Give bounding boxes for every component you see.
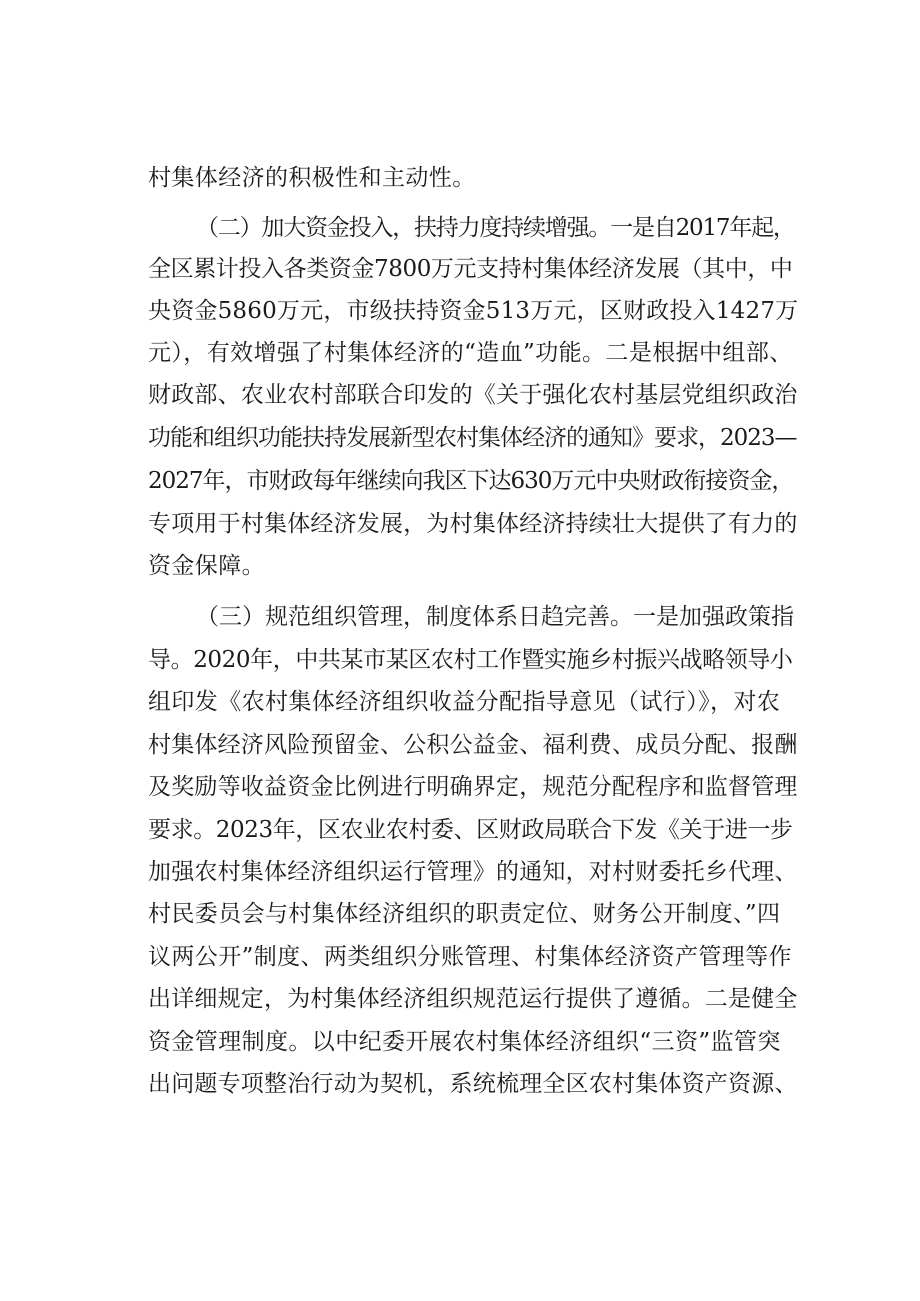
paragraph-2-heading-line: （二）加大资金投入，扶持力度持续增强。一是自2017年起， bbox=[196, 215, 795, 241]
text-line: 加强农村集体经济组织运行管理》的通知，对村财委托乡代理、 bbox=[148, 859, 798, 885]
text-line: 资金保障。 bbox=[148, 553, 265, 579]
text-line: 议两公开”制度、两类组织分账管理、村集体经济资产管理等作 bbox=[148, 944, 792, 970]
text-line: 财政部、农业农村部联合印发的《关于强化农村基层党组织政治 bbox=[148, 382, 798, 408]
text-line: 出详细规定，为村集体经济组织规范运行提供了遵循。二是健全 bbox=[148, 986, 798, 1012]
text-line: 2027年，市财政每年继续向我区下达630万元中央财政衔接资金， bbox=[148, 468, 794, 494]
text-line: 专项用于村集体经济发展，为村集体经济持续壮大提供了有力的 bbox=[148, 511, 798, 537]
text-line: 要求。2023年，区农业农村委、区财政局联合下发《关于进一步 bbox=[148, 817, 793, 843]
text-line: 组印发《农村集体经济组织收益分配指导意见（试行）》，对农 bbox=[148, 689, 781, 715]
text-line: 村集体经济风险预留金、公积公益金、福利费、成员分配、报酬 bbox=[148, 732, 798, 758]
text-line: 全区累计投入各类资金7800万元支持村集体经济发展（其中，中 bbox=[148, 256, 793, 282]
text-line: 村民委员会与村集体经济组织的职责定位、财务公开制度、”四 bbox=[148, 901, 781, 927]
text-line: 导。2020年，中共某市某区农村工作暨实施乡村振兴战略领导小 bbox=[148, 647, 793, 673]
text-line: 元），有效增强了村集体经济的“造血”功能。二是根据中组部、 bbox=[148, 340, 793, 366]
text-line: 功能和组织功能扶持发展新型农村集体经济的通知》要求，2023— bbox=[148, 425, 797, 451]
text-line: 央资金5860万元，市级扶持资金513万元，区财政投入1427万 bbox=[148, 298, 799, 324]
text-line: 村集体经济的积极性和主动性。 bbox=[148, 165, 476, 191]
text-line: 出问题专项整治行动为契机，系统梳理全区农村集体资产资源、 bbox=[148, 1071, 798, 1097]
text-line: 资金管理制度。以中纪委开展农村集体经济组织“三资”监管突 bbox=[148, 1029, 781, 1055]
paragraph-3-heading-line: （三）规范组织管理，制度体系日趋完善。一是加强政策指 bbox=[196, 604, 794, 630]
text-line: 及奖励等收益资金比例进行明确界定，规范分配程序和监督管理 bbox=[148, 774, 798, 800]
